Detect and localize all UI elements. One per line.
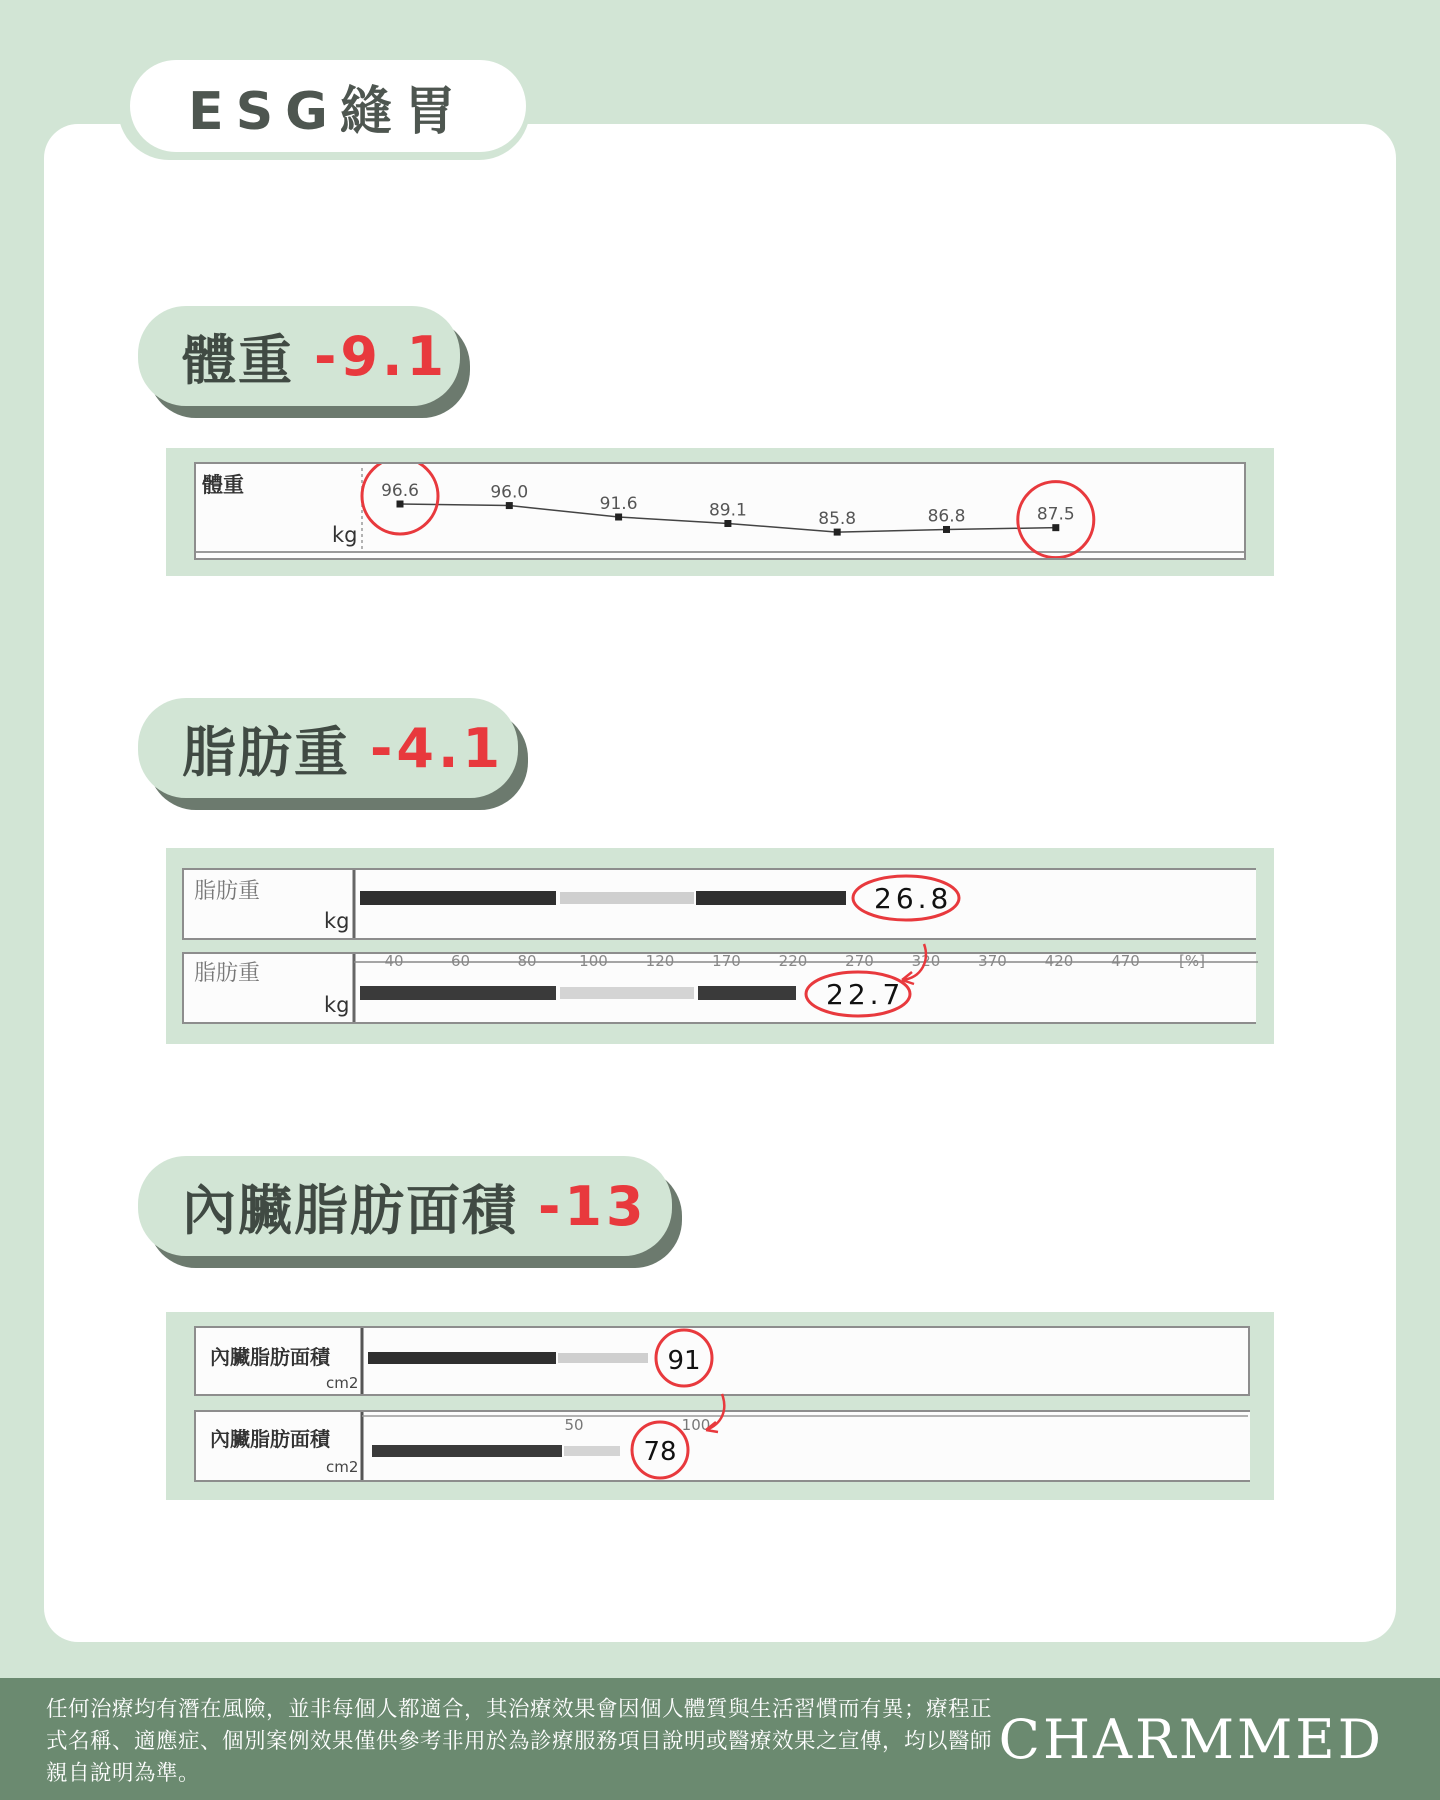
fat-mass-scale-label-0: 40 [384,954,404,970]
weight-row-label: 體重 [202,473,244,497]
weight-reading-6: 87.5 [1036,504,1075,525]
weight-reading-3: 89.1 [708,500,747,521]
weight-heading-label: 體重 [182,328,294,392]
weight-point-0 [397,501,404,508]
fat-mass-scale-label-9: 370 [978,954,1007,970]
fat-mass-heading-label: 脂肪重 [182,720,350,784]
disclaimer-text: 任何治療均有潛在風險，並非每個人都適合，其治療效果會因個人體質與生活習慣而有異；療程正式名稱、適應症、個別案例效果僅供參考非用於為診療服務項目說明或醫療效果之宣傳，均以醫師親自說明為準。 [46,1697,993,1786]
fat-mass-before-row-label: 脂肪重 [194,879,261,904]
fat-mass-before-value: 26.8 [874,882,953,915]
fat-mass-scale-label-10: 420 [1044,954,1074,970]
fat-mass-heading [138,698,518,798]
weight-line-chart [196,464,1244,558]
fat-mass-scale-label-6: 220 [778,954,808,970]
visceral-fat-heading-label: 內臟脂肪面積 [182,1178,518,1242]
weight-heading [138,306,460,406]
weight-point-1 [506,502,513,509]
fat-mass-scale-label-4: 120 [645,954,675,970]
weight-reading-0: 96.6 [381,481,419,501]
title-pill [130,60,526,152]
visceral-fat-after-unit: cm2 [326,1458,359,1476]
fat-mass-before-unit: kg [324,909,350,933]
visceral-fat-scale-label-0: 50 [564,1416,584,1434]
visceral-fat-arrow [166,1312,1274,1500]
visceral-fat-chart-panel [166,1312,1274,1500]
weight-reading-5: 86.8 [927,506,966,527]
visceral-fat-before-value: 91 [667,1346,701,1376]
visceral-fat-after-row-label: 內臟脂肪面積 [210,1427,330,1451]
fat-mass-scale-label-3: 100 [579,954,608,970]
weight-chart-scan [194,462,1246,560]
weight-reading-1: 96.0 [490,482,529,503]
fat-mass-scale-label-1: 60 [450,954,471,970]
fat-mass-after-value: 22.7 [826,978,905,1011]
fat-mass-after-unit: kg [324,993,350,1017]
fat-mass-chart-panel [166,848,1274,1044]
weight-reading-4: 85.8 [818,509,857,530]
fat-mass-after-row-label: 脂肪重 [194,961,261,986]
fat-mass-scale-label-5: 170 [712,954,741,970]
weight-unit-label: kg [332,523,358,547]
fat-mass-change-value: -4.1 [370,716,505,780]
visceral-fat-after-value: 78 [643,1437,677,1467]
visceral-fat-before-row-label: 內臟脂肪面積 [210,1345,330,1369]
weight-point-3 [724,520,731,527]
weight-reading-2: 91.6 [599,494,638,514]
fat-mass-scale-label-7: 270 [845,954,874,970]
fat-mass-scale-label-8: 320 [911,954,941,970]
weight-point-6 [1052,524,1059,531]
visceral-fat-before-unit: cm2 [326,1374,359,1392]
weight-chart-panel [166,448,1274,576]
visceral-fat-scale-label-1: 100 [681,1416,711,1434]
weight-point-5 [943,526,950,533]
visceral-fat-change-value: -13 [538,1174,648,1238]
visceral-fat-heading [138,1156,672,1256]
footer [0,1678,1440,1800]
fat-mass-scale-label-12: [%] [1179,954,1205,970]
weight-point-2 [615,514,622,521]
fat-mass-arrow [166,848,1274,1044]
weight-change-value: -9.1 [314,324,449,388]
weight-point-4 [834,529,841,536]
fat-mass-scale-label-11: 470 [1111,954,1140,970]
page-title: ESG縫胃 [188,81,468,142]
brand-logo: CHARMMED [998,1708,1384,1771]
fat-mass-scale-label-2: 80 [517,954,537,970]
